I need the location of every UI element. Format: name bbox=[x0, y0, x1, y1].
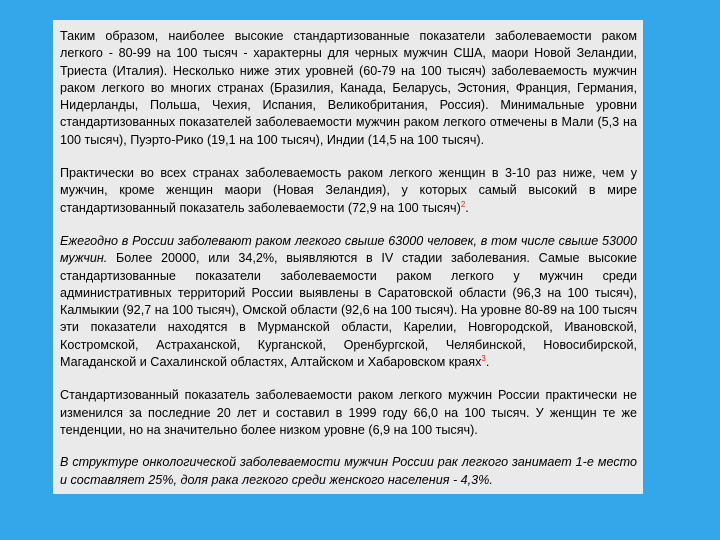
reference-marker: 3 bbox=[481, 353, 486, 363]
paragraph-spacer bbox=[60, 149, 637, 165]
paragraph-italic-lead: Ежегодно в России заболевают раком легкого свыше 63000 человек, в том числе свыше 53000 мужчин. bbox=[60, 233, 637, 266]
paragraph-end: . bbox=[485, 355, 490, 370]
paragraph-spacer bbox=[60, 217, 637, 233]
paragraph-incidence-russia bbox=[60, 233, 637, 371]
paragraph-text: Стандартизованный показатель заболеваемости раком легкого мужчин России практически не изменился за последние 20 лет и составил в 1999 году 66,0 на 100 тысяч. У женщин те же тенденции, но на значительно более низком уровне (6,9 на 100 тысяч). bbox=[60, 388, 637, 437]
paragraph-incidence-women bbox=[60, 165, 637, 217]
paragraph-text: В структуре онкологической заболеваемости мужчин России рак легкого занимает 1-е место и составляет 25%, доля рака легкого среди женского населения - 4,3%. bbox=[60, 455, 637, 487]
paragraph-spacer bbox=[60, 371, 637, 387]
paragraph-spacer bbox=[60, 439, 637, 454]
paragraph-text: Таким образом, наиболее высокие стандартизованные показатели заболеваемости раком легкого - 80-99 на 100 тысяч - характерны для черных мужчин США, маори Новой Зеландии, Триеста (Италия). Несколько ниже этих уровней (60-79 на 100 тысяч) заболеваемость мужчин раком легкого во многих странах (Бразилия, Канада, Беларусь, Эстония, Франция, Германия, Нидерланды, Польша, Чехия, Испания, Великобритания, Россия). Минимальные уровни стандартизованных показателей заболеваемости мужчин раком легкого отмечены в Мали (5,3 на 100 тысяч), Пуэрто-Рико (19,1 на 100 тысяч), Индии (14,5 на 100 тысяч). bbox=[60, 29, 637, 147]
reference-marker: 2 bbox=[460, 199, 466, 209]
text-panel bbox=[53, 20, 643, 494]
paragraph-text: Практически во всех странах заболеваемость раком легкого женщин в 3-10 раз ниже, чем у мужчин, кроме женщин маори (Новая Зеландия), у которых самый высокий в мире стандартизованный показатель заболеваемости (72,9 на 100 тысяч) bbox=[60, 166, 637, 215]
paragraph-end: . bbox=[465, 200, 469, 215]
paragraph-text: Более 20000, или 34,2%, выявляются в IV стадии заболевания. Самые высокие стандартизованные показатели заболеваемости раком легкого у мужчин среди административных территорий России выявлены в Саратовской области (96,3 на 100 тысяч), Калмыкии (92,7 на 100 тысяч), Омской области (92,6 на 100 тысяч). На уровне 80-89 на 100 тысяч эти показатели находятся в Мурманской области, Карелии, Новгородской, Ивановской, Костромской, Астраханской, Курганской, Оренбургской, Челябинской, Новосибирской, Магаданской и Сахалинской областях, Алтайском и Хабаровском краях bbox=[60, 251, 637, 370]
paragraph-incidence-men-world bbox=[60, 28, 637, 149]
paragraph-standardized-rate bbox=[60, 387, 637, 439]
paragraph-structure bbox=[60, 454, 637, 489]
